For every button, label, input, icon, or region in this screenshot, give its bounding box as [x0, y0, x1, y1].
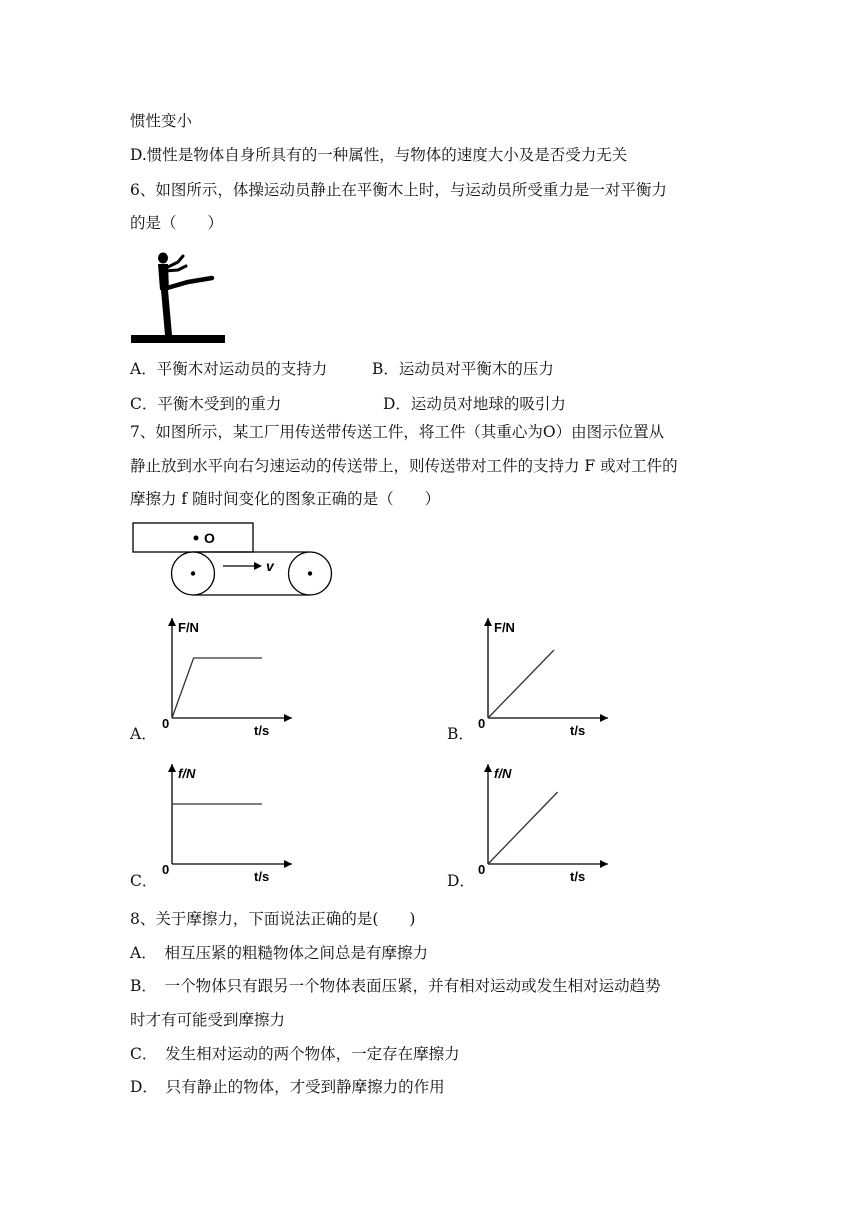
origin-label: 0: [162, 862, 170, 877]
chart-d-letter: D．: [447, 872, 475, 890]
origin-label: 0: [162, 716, 170, 731]
chart-d: [476, 752, 616, 892]
q8-option-d: D． 只有静止的物体，才受到静摩擦力的作用: [130, 1078, 445, 1096]
q8-option-a: A． 相互压紧的粗糙物体之间总是有摩擦力: [130, 944, 428, 962]
question-7-text-end: 摩擦力 f 随时间变化的图象正确的是（ ）: [130, 490, 441, 508]
y-axis-label: f/N: [178, 766, 196, 781]
y-axis-arrow: [484, 618, 492, 626]
y-axis-arrow: [168, 618, 176, 626]
y-axis-arrow: [484, 764, 492, 772]
q6-option-a: A．平衡木对运动员的支持力: [130, 360, 328, 378]
y-axis-label: F/N: [494, 620, 515, 635]
q8-option-c: C． 发生相对运动的两个物体，一定存在摩擦力: [130, 1045, 460, 1063]
y-axis-label: F/N: [178, 620, 199, 635]
question-6-text-cont: 的是（ ）: [130, 214, 224, 232]
text-line-inertia-decrease: 惯性变小: [130, 112, 193, 130]
q6-option-d: D．运动员对地球的吸引力: [383, 395, 566, 413]
conveyor-belt-figure: [128, 520, 338, 600]
chart-b-letter: B．: [447, 725, 474, 743]
chart-c-letter: C．: [130, 872, 158, 890]
question-7-text-cont: 静止放到水平向右匀速运动的传送带上，则传送带对工件的支持力 F 或对工件的: [130, 457, 678, 475]
x-axis-arrow: [600, 714, 608, 722]
x-axis-arrow: [284, 714, 292, 722]
origin-label: 0: [478, 862, 486, 877]
origin-label: 0: [478, 716, 486, 731]
center-of-gravity-dot: [194, 536, 199, 541]
y-axis-arrow: [168, 764, 176, 772]
gymnast-figure: [128, 244, 228, 346]
series-line: [488, 792, 558, 864]
series-line: [488, 650, 554, 718]
x-axis-label: t/s: [254, 869, 270, 884]
y-axis-label: f/N: [494, 766, 512, 781]
chart-a-letter: A．: [130, 725, 157, 743]
series-line: [172, 658, 262, 718]
q8-option-b: B． 一个物体只有跟另一个物体表面压紧，并有相对运动或发生相对运动趋势: [130, 977, 661, 995]
question-8-text: 8、关于摩擦力，下面说法正确的是( ): [130, 910, 416, 928]
velocity-label: v: [266, 558, 274, 574]
question-7-text: 7、如图所示，某工厂用传送带传送工件，将工件（其重心为O）由图示位置从: [130, 423, 665, 441]
text-line-option-d-inertia: D.惯性是物体自身所具有的一种属性，与物体的速度大小及是否受力无关: [130, 146, 628, 164]
chart-c: [160, 752, 300, 892]
q8-option-b-cont: 时才有可能受到摩擦力: [130, 1011, 286, 1029]
center-label: O: [204, 530, 215, 546]
q6-option-c: C．平衡木受到的重力: [130, 395, 282, 413]
chart-b: [476, 606, 616, 746]
workpiece-block: [133, 523, 253, 552]
question-6-text: 6、如图所示，体操运动员静止在平衡木上时，与运动员所受重力是一对平衡力: [130, 181, 667, 199]
q6-option-b: B．运动员对平衡木的压力: [372, 360, 554, 378]
x-axis-label: t/s: [570, 723, 586, 738]
x-axis-label: t/s: [254, 723, 270, 738]
chart-a: [160, 606, 300, 746]
x-axis-arrow: [284, 860, 292, 868]
x-axis-label: t/s: [570, 869, 586, 884]
x-axis-arrow: [600, 860, 608, 868]
